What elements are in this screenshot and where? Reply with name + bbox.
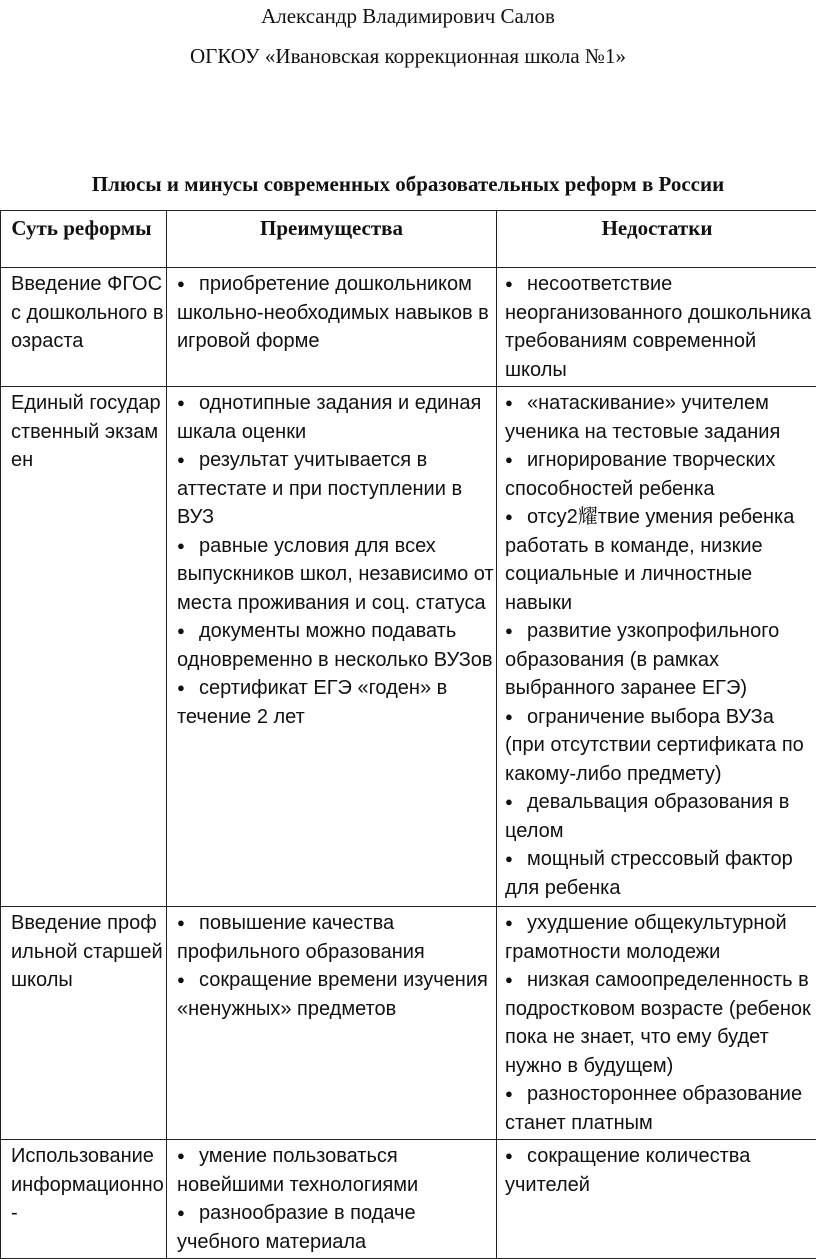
pro-item	[177, 446, 496, 532]
pros-cell	[167, 907, 497, 1140]
pros-list	[177, 1142, 496, 1256]
pro-item	[177, 617, 496, 674]
pro-item-text: разнообразие в подаче учебного материала	[177, 1202, 416, 1253]
column-header-cons: Недостатки	[497, 211, 816, 268]
pro-item-text: приобретение дошкольником школьно-необходимых навыков в игровой форме	[177, 273, 489, 352]
table-row	[1, 268, 816, 387]
bullet-icon: ●	[177, 270, 199, 299]
reform-name-cell: Единый государственный экзамен	[1, 387, 167, 907]
pro-item-text: результат учитывается в аттестате и при поступлении в ВУЗ	[177, 449, 462, 528]
reform-name-cell: Введение ФГОС с дошкольного возраста	[1, 268, 167, 387]
bullet-icon: ●	[505, 909, 527, 938]
con-item	[505, 503, 816, 617]
bullet-icon: ●	[505, 446, 527, 475]
pro-item-text: однотипные задания и единая шкала оценки	[177, 392, 481, 443]
pro-item	[177, 389, 496, 446]
pro-item	[177, 966, 496, 1023]
reform-name-cell: Использование информационно-	[1, 1140, 167, 1259]
con-item	[505, 1142, 816, 1199]
con-item-text: несоответствие неорганизованного дошкольника требованиям современной школы	[505, 273, 811, 381]
con-item-text: «натаскивание» учителем ученика на тестовые задания	[505, 392, 780, 443]
reforms-table	[0, 210, 816, 1259]
bullet-icon: ●	[505, 1080, 527, 1109]
con-item-text: мощный стрессовый фактор для ребенка	[505, 848, 793, 899]
con-item	[505, 446, 816, 503]
con-item-text: низкая самоопределенность в подростковом возрасте (ребенок пока не знает, что ему будет нужно в будущем)	[505, 969, 811, 1077]
con-item	[505, 1080, 816, 1137]
author-name: Александр Владимирович Салов	[0, 4, 816, 29]
con-item	[505, 788, 816, 845]
cons-cell	[497, 387, 816, 907]
pro-item	[177, 674, 496, 731]
con-item-text: ухудшение общекультурной грамотности молодежи	[505, 912, 787, 963]
school-name: ОГКОУ «Ивановская коррекционная школа №1»	[0, 44, 816, 69]
pro-item	[177, 532, 496, 618]
con-item-text: ограничение выбора ВУЗа (при отсутствии сертификата по какому-либо предмету)	[505, 706, 804, 785]
bullet-icon: ●	[505, 788, 527, 817]
table-row	[1, 387, 816, 907]
bullet-icon: ●	[505, 1142, 527, 1171]
pro-item	[177, 1199, 496, 1256]
bullet-icon: ●	[177, 1142, 199, 1171]
pro-item-text: сертификат ЕГЭ «годен» в течение 2 лет	[177, 677, 447, 728]
con-item	[505, 909, 816, 966]
column-header-reform: Суть реформы	[1, 211, 167, 268]
table-row	[1, 907, 816, 1140]
cons-list	[505, 270, 816, 384]
pros-list	[177, 909, 496, 1023]
table-header-row	[1, 211, 816, 268]
bullet-icon: ●	[505, 845, 527, 874]
table-row	[1, 1140, 816, 1259]
bullet-icon: ●	[505, 389, 527, 418]
bullet-icon: ●	[505, 270, 527, 299]
bullet-icon: ●	[177, 389, 199, 418]
con-item	[505, 845, 816, 902]
pro-item-text: повышение качества профильного образования	[177, 912, 425, 963]
bullet-icon: ●	[177, 966, 199, 995]
con-item-text: разностороннее образование станет платным	[505, 1083, 802, 1134]
pros-list	[177, 270, 496, 356]
bullet-icon: ●	[177, 1199, 199, 1228]
cons-list	[505, 389, 816, 902]
bullet-icon: ●	[177, 532, 199, 561]
cons-cell	[497, 268, 816, 387]
pro-item-text: умение пользоваться новейшими технологиями	[177, 1145, 418, 1196]
pro-item	[177, 909, 496, 966]
con-item-text: девальвация образования в целом	[505, 791, 789, 842]
pros-cell	[167, 1140, 497, 1259]
bullet-icon: ●	[505, 966, 527, 995]
bullet-icon: ●	[177, 446, 199, 475]
column-header-pros: Преимущества	[167, 211, 497, 268]
pros-cell	[167, 387, 497, 907]
bullet-icon: ●	[177, 909, 199, 938]
cons-cell	[497, 1140, 816, 1259]
bullet-icon: ●	[177, 674, 199, 703]
cons-cell	[497, 907, 816, 1140]
pro-item-text: равные условия для всех выпускников школ, независимо от места проживания и соц. статуса	[177, 535, 494, 614]
document-title: Плюсы и минусы современных образовательных реформ в России	[0, 172, 816, 197]
pro-item	[177, 1142, 496, 1199]
con-item	[505, 617, 816, 703]
con-item	[505, 389, 816, 446]
con-item-text: отсу2耀твие умения ребенка работать в команде, низкие социальные и личностные навыки	[505, 506, 794, 614]
bullet-icon: ●	[505, 617, 527, 646]
con-item-text: развитие узкопрофильного образования (в рамках выбранного заранее ЕГЭ)	[505, 620, 779, 699]
con-item	[505, 966, 816, 1080]
pros-list	[177, 389, 496, 731]
con-item	[505, 270, 816, 384]
pro-item	[177, 270, 496, 356]
cons-list	[505, 909, 816, 1137]
cons-list	[505, 1142, 816, 1199]
bullet-icon: ●	[505, 503, 527, 532]
table-body	[1, 268, 816, 1259]
reform-name-cell: Введение профильной старшей школы	[1, 907, 167, 1140]
con-item	[505, 703, 816, 789]
con-item-text: игнорирование творческих способностей ребенка	[505, 449, 775, 500]
bullet-icon: ●	[177, 617, 199, 646]
pro-item-text: сокращение времени изучения «ненужных» предметов	[177, 969, 488, 1020]
pros-cell	[167, 268, 497, 387]
bullet-icon: ●	[505, 703, 527, 732]
pro-item-text: документы можно подавать одновременно в несколько ВУЗов	[177, 620, 493, 671]
con-item-text: сокращение количества учителей	[505, 1145, 750, 1196]
